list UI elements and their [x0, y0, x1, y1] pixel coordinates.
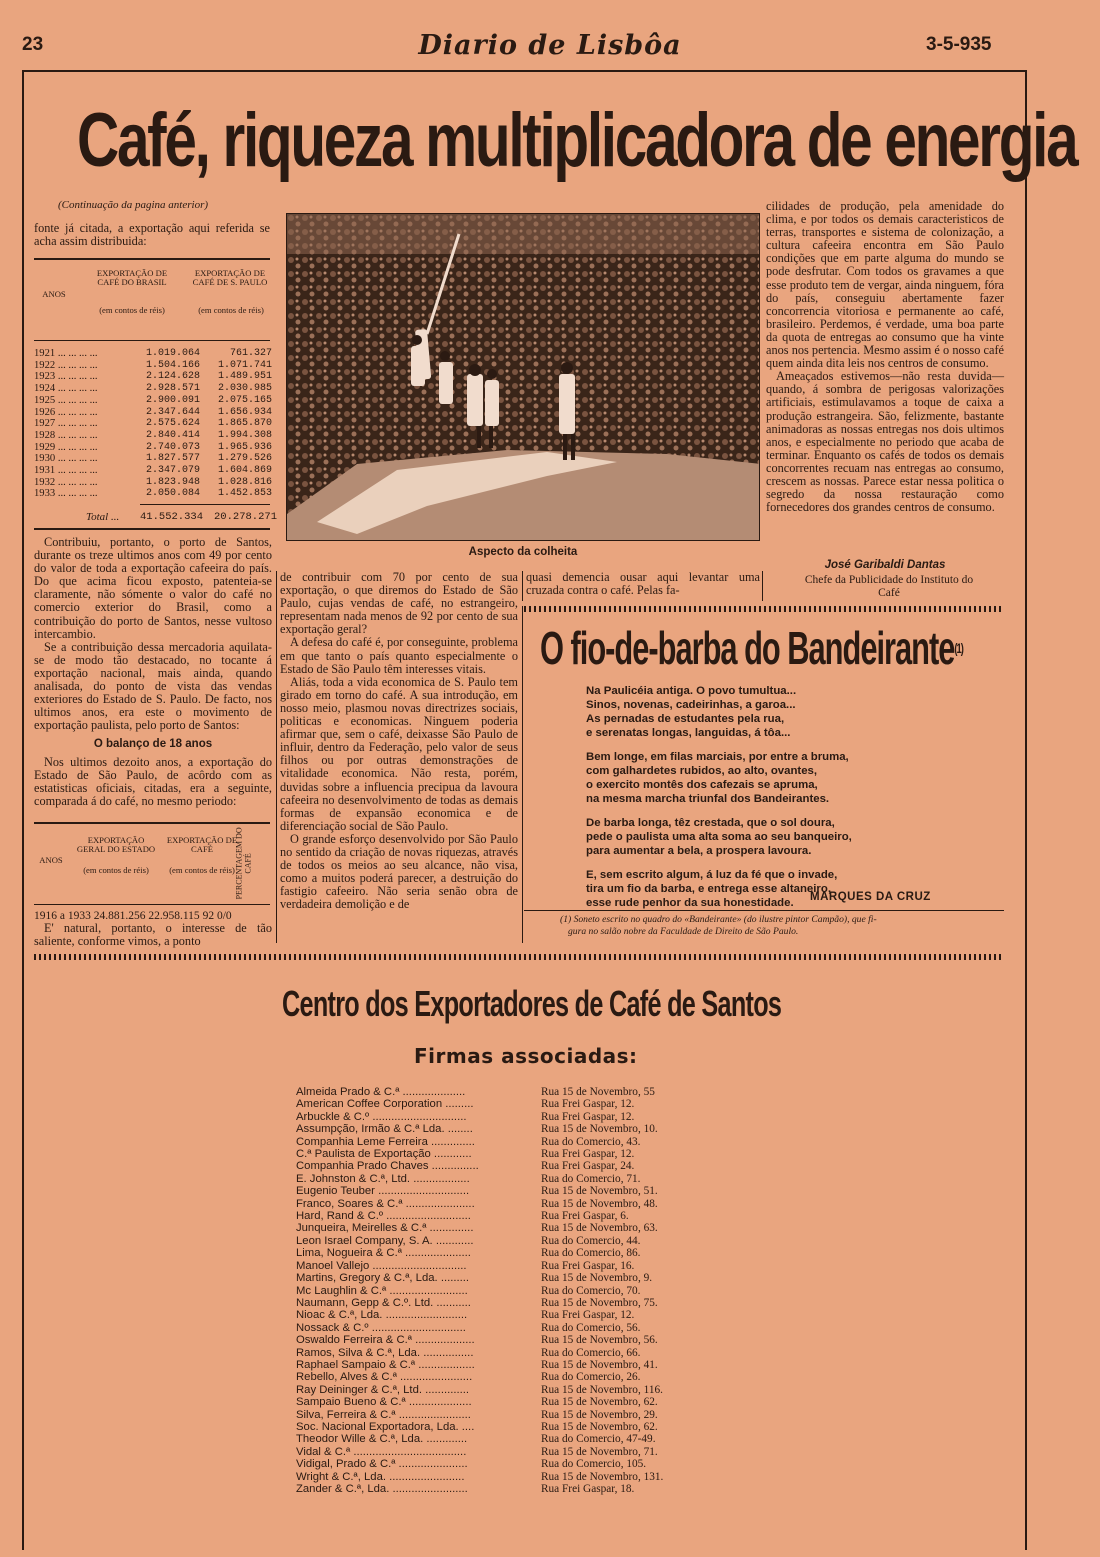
table-year: 1930 ... ... ... ...	[34, 453, 98, 465]
firm-address: Rua Frei Gaspar, 18.	[541, 1483, 635, 1495]
column-divider	[522, 571, 523, 601]
firm-row	[296, 1222, 663, 1234]
firm-row	[296, 1359, 663, 1371]
poem-line: De barba longa, têz crestada, que o sol doura,	[586, 817, 835, 829]
firm-address: Rua 15 de Novembro, 63.	[541, 1222, 658, 1235]
ad-title: Centro dos Exportadores de Café de Santos	[282, 983, 782, 1024]
firm-address: Rua do Comercio, 56.	[541, 1321, 641, 1334]
firm-row	[296, 1260, 663, 1272]
poem-line: esse rude penhor da sua honestidade.	[586, 897, 794, 909]
firm-name: Junqueira, Meirelles & C.ª ..............	[296, 1222, 474, 1235]
table-col-sp-header: EXPORTAÇÃO DE CAFÉ DE S. PAULO	[192, 268, 268, 288]
firm-row	[296, 1409, 663, 1421]
firm-address: Rua 15 de Novembro, 48.	[541, 1197, 658, 1210]
firm-row	[296, 1433, 663, 1445]
intro-text	[34, 222, 270, 248]
paragraph: O grande esforço desenvolvido por São Paulo no sentido da criação de novas riquezas, através de todos os meios ao seu alcance, não visa, como a muitos poderá parecer, a destruição do fastigio cafeeiro. Não seria senão obra de verdadeira demolição e de	[280, 831, 518, 912]
firm-address: Rua do Comercio, 47-49.	[541, 1433, 656, 1446]
firm-name: Theodor Wille & C.ª, Lda. .............	[296, 1433, 468, 1446]
table-value: 1.071.741	[217, 359, 272, 371]
firm-address: Rua 15 de Novembro, 56.	[541, 1334, 658, 1347]
firm-name: Zander & C.ª, Lda. ........................	[296, 1483, 468, 1495]
balance-col-general-unit: (em contos de réis)	[83, 865, 149, 875]
firm-address: Rua 15 de Novembro, 71.	[541, 1445, 658, 1458]
table-year: 1928 ... ... ... ...	[34, 429, 98, 441]
total-brasil: 41.552.334	[140, 511, 204, 523]
table-row	[34, 488, 272, 500]
poem-line: Na Paulicéia antiga. O povo tumultua...	[586, 685, 797, 697]
table-value: 2.050.084	[145, 488, 200, 500]
table-value: 1.452.853	[217, 488, 272, 500]
column-divider	[762, 571, 763, 601]
firm-row	[296, 1160, 663, 1172]
firm-name: Lima, Nogueira & C.ª .....................	[296, 1247, 471, 1260]
photo-caption: Aspecto da colheita	[468, 546, 578, 558]
firms-list	[296, 1086, 663, 1495]
poem-footnote	[560, 914, 1000, 938]
firm-row	[296, 1458, 663, 1470]
column-1-text	[34, 536, 272, 808]
table-value: 1.028.816	[217, 476, 272, 488]
firm-address: Rua Frei Gaspar, 24.	[541, 1160, 635, 1173]
table-rule	[34, 258, 270, 260]
column-divider	[522, 606, 523, 943]
firm-row	[296, 1098, 663, 1110]
firm-row	[296, 1285, 663, 1297]
column-divider	[276, 571, 277, 943]
table-row	[34, 465, 272, 477]
table-year: 1932 ... ... ... ...	[34, 476, 98, 488]
firm-name: Companhia Leme Ferreira ..............	[296, 1135, 475, 1148]
firm-address: Rua 15 de Novembro, 10.	[541, 1123, 658, 1136]
firm-name: Naumann, Gepp & C.º. Ltd. ...........	[296, 1296, 471, 1309]
firm-name: American Coffee Corporation .........	[296, 1098, 474, 1111]
table-row	[34, 418, 272, 430]
balance-general: 24.881.256	[93, 910, 146, 922]
paragraph: Contribuiu, portanto, o porto de Santos, durante os treze ultimos anos com 49 por cento do valor de toda a exportação cafeeira do país. Do que acima ficou exposto, patenteia-se claramente, não sómente o valor do café no comercio exterior do Brasil, como a contribuição do porto de Santos, nesse vultoso intercambio.	[34, 535, 272, 641]
firm-name: Nossack & C.º ..............................	[296, 1321, 466, 1334]
firm-row	[296, 1446, 663, 1458]
balance-table	[34, 826, 272, 898]
firm-row	[296, 1235, 663, 1247]
table-value: 2.124.628	[145, 371, 200, 383]
table-year: 1923 ... ... ... ...	[34, 371, 98, 383]
paragraph: cilidades de produção, pela amenidade do clima, e por todos os demais caracteristicos de terras, transportes e sistema de colonização, a cultura cafeeira encontra em São Paulo condições que em parte alguma do mundo se pode desfrutar. Com todos os gravames a que esse produto tem de vergar, ainda ninguem, fóra do país, conseguiu abertamente fazer concorrencia vitoriosa e permanente ao café, brasileiro. Perdemos, é verdade, uma boa parte da quota de entregas ao consumo que ha vinte anos nos pertencia. Mesmo assim é o nosso café quem ainda dita leis nos centros de consumo.	[766, 199, 1004, 371]
total-label: Total ...	[86, 511, 120, 523]
firm-address: Rua 15 de Novembro, 116.	[541, 1383, 663, 1396]
column-1-end	[34, 922, 272, 948]
footnote-line: (1) Soneto escrito no quadro do «Bandeirante» (do ilustre pintor Campão), que fi-	[560, 914, 877, 925]
table-row	[34, 360, 272, 372]
firm-row	[296, 1148, 663, 1160]
firm-address: Rua Frei Gaspar, 12.	[541, 1098, 635, 1111]
harvest-photo-image	[287, 214, 760, 541]
table-year: 1921 ... ... ... ...	[34, 348, 98, 359]
author-role: Chefe da Publicidade do Instituto do Café	[804, 574, 974, 599]
table-value: 1.865.870	[217, 418, 272, 430]
table-value: 2.347.644	[145, 406, 200, 418]
firm-row	[296, 1347, 663, 1359]
firm-address: Rua do Comercio, 26.	[541, 1371, 641, 1384]
balance-col-general-header: EXPORTAÇÃO GERAL DO ESTADO	[76, 835, 156, 855]
table-row	[34, 383, 272, 395]
firm-name: Assumpção, Irmão & C.ª Lda. ........	[296, 1123, 473, 1136]
footnote-rule	[524, 910, 1004, 911]
poem-stanza	[586, 816, 996, 858]
balance-col-percent-header: PERCENTAGEM DO CAFÉ	[234, 827, 253, 900]
ad-subtitle: Firmas associadas:	[414, 1044, 638, 1068]
newspaper-name: Diario de Lisbôa	[418, 30, 682, 61]
poem-line: Bem longe, em filas marciais, por entre a bruma,	[586, 751, 849, 763]
firm-address: Rua 15 de Novembro, 41.	[541, 1358, 658, 1371]
paragraph: A defesa do café é, por conseguinte, problema em que tanto o país quanto especialmente o Estado de São Paulo têm interesses vitais.	[280, 635, 518, 676]
poem-line: E, sem escrito algum, á luz da fé que o invade,	[586, 869, 838, 881]
firm-address: Rua 15 de Novembro, 51.	[541, 1185, 658, 1198]
table-year: 1926 ... ... ... ...	[34, 406, 98, 418]
intro-paragraph: fonte já citada, a exportação aqui referida se acha assim distribuida:	[34, 221, 270, 249]
firm-address: Rua Frei Gaspar, 12.	[541, 1309, 635, 1322]
balance-col-coffee-header: EXPORTAÇÃO DE CAFÉ	[166, 835, 238, 855]
firm-row	[296, 1247, 663, 1259]
table-value: 2.075.165	[217, 394, 272, 406]
firm-row	[296, 1111, 663, 1123]
subheading: O balanço de 18 anos	[93, 738, 213, 751]
firm-address: Rua do Comercio, 43.	[541, 1135, 641, 1148]
firm-name: Arbuckle & C.º ..............................	[296, 1110, 467, 1123]
poem-title	[540, 620, 963, 676]
firm-row	[296, 1198, 663, 1210]
issue-date: 3-5-935	[926, 34, 992, 55]
firm-name: Franco, Soares & C.ª ......................	[296, 1197, 475, 1210]
paragraph: Ameaçados estivemos—não resta duvida—quando, á sombra de perigosas valorizações artificiais, estimulavamos a toque de caixa a produção estrangeira. São, felizmente, bastante animadoras as nossas entregas nos dois ultimos anos, e especialmente no periodo que acaba de terminar. Enquanto os cafés de todos os demais concorrentes recuam nas entregas ao consumo, crescem as nossas. Parece estar nessa politica o segredo da nossa restauração como fornecedores dos grandes centros de consumo.	[766, 369, 1004, 515]
table-value: 761.327	[229, 348, 272, 359]
firm-address: Rua 15 de Novembro, 131.	[541, 1470, 664, 1483]
poem-line: As pernadas de estudantes pela rua,	[586, 713, 785, 725]
table-value: 2.928.571	[145, 383, 200, 395]
firm-address: Rua do Comercio, 86.	[541, 1247, 641, 1260]
table-value: 2.575.624	[145, 418, 200, 430]
poem-stanza	[586, 868, 996, 910]
firm-name: Raphael Sampaio & C.ª ..................	[296, 1358, 475, 1371]
table-value: 1.489.951	[217, 371, 272, 383]
firm-name: Manoel Vallejo ..............................	[296, 1259, 467, 1272]
table-col-brasil-unit: (em contos de réis)	[99, 305, 165, 315]
firm-row	[296, 1471, 663, 1483]
table-value: 2.900.091	[145, 394, 200, 406]
firm-name: Nioac & C.ª, Lda. ..........................	[296, 1309, 468, 1322]
firm-row	[296, 1185, 663, 1197]
firm-name: Silva, Ferreira & C.ª .......................	[296, 1408, 471, 1421]
balance-years: 1916 a 1933	[34, 910, 91, 922]
firm-name: Wright & C.ª, Lda. ........................	[296, 1470, 465, 1483]
firm-row	[296, 1396, 663, 1408]
firm-address: Rua do Comercio, 44.	[541, 1234, 641, 1247]
firm-name: E. Johnston & C.ª, Ltd. ..................	[296, 1172, 470, 1185]
table-rule	[34, 528, 270, 530]
firm-name: Ramos, Silva & C.ª, Lda. ................	[296, 1346, 474, 1359]
firm-address: Rua Frei Gaspar, 16.	[541, 1259, 635, 1272]
firm-row	[296, 1210, 663, 1222]
table-row	[34, 348, 272, 360]
firm-address: Rua Frei Gaspar, 12.	[541, 1110, 635, 1123]
table-value: 2.740.073	[145, 441, 200, 453]
author-name: José Garibaldi Dantas	[824, 559, 946, 571]
table-row	[34, 407, 272, 419]
table-year: 1933 ... ... ... ...	[34, 488, 98, 500]
continuation-note: (Continuação da pagina anterior)	[58, 199, 209, 211]
poem-line: tira um fio da barba, e entrega esse altaneiro,	[586, 883, 831, 895]
firm-name: Almeida Prado & C.ª ....................	[296, 1086, 466, 1098]
firm-address: Rua do Comercio, 66.	[541, 1346, 641, 1359]
export-table	[34, 348, 272, 500]
table-value: 2.840.414	[145, 429, 200, 441]
column-3-text	[526, 571, 760, 597]
firm-address: Rua Frei Gaspar, 6.	[541, 1210, 629, 1223]
section-divider	[34, 954, 1004, 960]
firm-row	[296, 1334, 663, 1346]
firm-row	[296, 1272, 663, 1284]
table-value: 1.279.526	[217, 453, 272, 465]
table-value: 1.604.869	[217, 465, 272, 477]
table-value: 1.965.936	[217, 441, 272, 453]
table-row	[34, 395, 272, 407]
paragraph: Nos ultimos dezoito anos, a exportação do Estado de São Paulo, de acôrdo com as estatisticas oficiais, citadas, era a seguinte, comparada á do café, no mesmo periodo:	[34, 754, 272, 808]
firm-name: C.ª Paulista de Exportação ............	[296, 1148, 472, 1161]
poem-line: na mesma marcha triunfal dos Bandeirantes.	[586, 793, 830, 805]
table-row	[34, 442, 272, 454]
table-value: 2.030.985	[217, 383, 272, 395]
firm-address: Rua 15 de Novembro, 75.	[541, 1296, 658, 1309]
firm-address: Rua Frei Gaspar, 12.	[541, 1148, 635, 1161]
firm-address: Rua do Comercio, 71.	[541, 1172, 641, 1185]
table-year: 1924 ... ... ... ...	[34, 383, 98, 395]
firm-row	[296, 1297, 663, 1309]
firm-name: Soc. Nacional Exportadora, Lda. ....	[296, 1420, 475, 1433]
total-sp: 20.278.271	[214, 511, 278, 523]
poem-line: com galhardetes rubidos, ao alto, ovantes,	[586, 765, 818, 777]
firm-row	[296, 1371, 663, 1383]
table-year: 1925 ... ... ... ...	[34, 394, 98, 406]
firm-row	[296, 1421, 663, 1433]
poem-line: e serenatas longas, languidas, á tôa...	[586, 727, 791, 739]
firm-address: Rua 15 de Novembro, 55	[541, 1086, 655, 1098]
table-value: 1.504.166	[145, 359, 200, 371]
firm-address: Rua 15 de Novembro, 29.	[541, 1408, 658, 1421]
poem-stanza	[586, 684, 996, 740]
balance-col-years-header: ANOS	[39, 855, 63, 865]
firm-row	[296, 1322, 663, 1334]
firm-row	[296, 1309, 663, 1321]
table-rule	[34, 904, 270, 905]
table-row	[34, 371, 272, 383]
firm-name: Companhia Prado Chaves ...............	[296, 1160, 479, 1173]
paragraph: Aliás, toda a vida economica de S. Paulo tem girado em torno do café. A sua introdução, em nosso meio, plasmou novas directrizes sociais, politicas e economicas. Ninguem poderia afirmar que, sem o café, deixasse São Paulo de influir, dentro da Federação, pelo valor de seus filhos ou por outras demonstrações de vitalidade economica. Não resta, porém, duvidas sobre a influencia precipua da lavoura cafeeira no desenvolvimento de todas as demais formas de expansão economica e de diferenciação social de São Paulo.	[280, 674, 518, 833]
firm-name: Martins, Gregory & C.ª, Lda. .........	[296, 1272, 470, 1285]
firm-name: Ray Deininger & C.ª, Ltd. ..............	[296, 1383, 470, 1396]
firm-address: Rua do Comercio, 105.	[541, 1458, 647, 1471]
firm-row	[296, 1483, 663, 1495]
column-2-text	[280, 571, 518, 911]
table-rule	[140, 504, 270, 505]
table-value: 1.656.934	[217, 406, 272, 418]
headline: Café, riqueza multiplicadora de energia	[77, 98, 1077, 183]
table-row	[34, 453, 272, 465]
firm-row	[296, 1173, 663, 1185]
poem-line: pede o paulista uma alta soma ao seu banqueiro,	[586, 831, 852, 843]
balance-col-coffee-unit: (em contos de réis)	[169, 865, 235, 875]
firm-row	[296, 1136, 663, 1148]
poem-line: o exercito montês dos cafezais se apruma,	[586, 779, 818, 791]
firm-name: Leon Israel Company, S. A. ............	[296, 1234, 474, 1247]
table-value: 2.347.079	[145, 465, 200, 477]
section-divider	[524, 606, 1004, 612]
firm-name: Sampaio Bueno & C.ª ....................	[296, 1396, 472, 1409]
paragraph: de contribuir com 70 por cento de sua exportação, o que diremos do Estado de São Paulo, cujas vendas de café, no estrangeiro, representam nada menos de 92 por cento de sua exportação geral?	[280, 570, 518, 637]
table-year: 1922 ... ... ... ...	[34, 359, 98, 371]
table-year: 1929 ... ... ... ...	[34, 441, 98, 453]
firm-name: Oswaldo Ferreira & C.ª ...................	[296, 1334, 475, 1347]
table-row	[34, 430, 272, 442]
paragraph: quasi demencia ousar aqui levantar uma cruzada contra o café. Pelas fa-	[526, 570, 760, 598]
page-number: 23	[22, 34, 44, 55]
paragraph: E' natural, portanto, o interesse de tão saliente, conforme vimos, a ponto	[34, 921, 272, 949]
balance-percent: 92 0/0	[202, 910, 232, 922]
poem-body	[586, 684, 996, 920]
footnote-mark: (1)	[954, 640, 963, 656]
table-row	[34, 477, 272, 489]
firm-name: Eugenio Teuber .............................	[296, 1185, 470, 1198]
firm-row	[296, 1086, 663, 1098]
table-year: 1931 ... ... ... ...	[34, 465, 98, 477]
table-col-brasil-header: EXPORTAÇÃO DE CAFÉ DO BRASIL	[96, 268, 168, 288]
table-year: 1927 ... ... ... ...	[34, 418, 98, 430]
table-rule	[34, 340, 270, 341]
table-value: 1.827.577	[145, 453, 200, 465]
firm-row	[296, 1384, 663, 1396]
poem-line: Sinos, novenas, cadeirinhas, a garoa...	[586, 699, 796, 711]
footnote-line: gura no salão nobre da Faculdade de Direito de São Paulo.	[568, 926, 799, 937]
table-value: 1.994.308	[217, 429, 272, 441]
poem-line: para aumentar a bela, a prospera lavoura.	[586, 845, 812, 857]
harvest-photo	[286, 213, 760, 541]
firm-row	[296, 1123, 663, 1135]
firm-address: Rua 15 de Novembro, 62.	[541, 1396, 658, 1409]
firm-name: Hard, Rand & C.º ...........................	[296, 1210, 471, 1223]
balance-coffee: 22.958.115	[148, 910, 200, 922]
firm-address: Rua do Comercio, 70.	[541, 1284, 641, 1297]
paragraph: Se a contribuição dessa mercadoria aquilata-se de modo tão destacado, no tocante á exportação nacional, mais ainda, quando analisada, do ponto de vista das vendas exteriores do Estado de S. Paulo. De facto, nos ultimos anos, era este o movimento de exportação paulista, pelo porto de Santos:	[34, 639, 272, 733]
firm-name: Vidal & C.ª ....................................	[296, 1445, 467, 1458]
export-table-header	[34, 266, 270, 330]
table-value: 1.823.948	[145, 476, 200, 488]
firm-name: Mc Laughlin & C.ª .........................	[296, 1284, 468, 1297]
firm-name: Rebello, Alves & C.ª .......................	[296, 1371, 473, 1384]
firm-name: Vidigal, Prado & C.ª ......................	[296, 1458, 468, 1471]
table-value: 1.019.064	[145, 348, 200, 359]
firm-address: Rua 15 de Novembro, 9.	[541, 1272, 653, 1285]
firm-address: Rua 15 de Novembro, 62.	[541, 1420, 658, 1433]
poem-title-text: O fio-de-barba do Bandeirante	[540, 622, 955, 674]
poem-stanza	[586, 750, 996, 806]
poem-author: MARQUES DA CRUZ	[810, 891, 931, 903]
column-4-text	[766, 200, 1004, 514]
table-col-sp-unit: (em contos de réis)	[198, 305, 264, 315]
table-col-years-header: ANOS	[42, 289, 66, 299]
